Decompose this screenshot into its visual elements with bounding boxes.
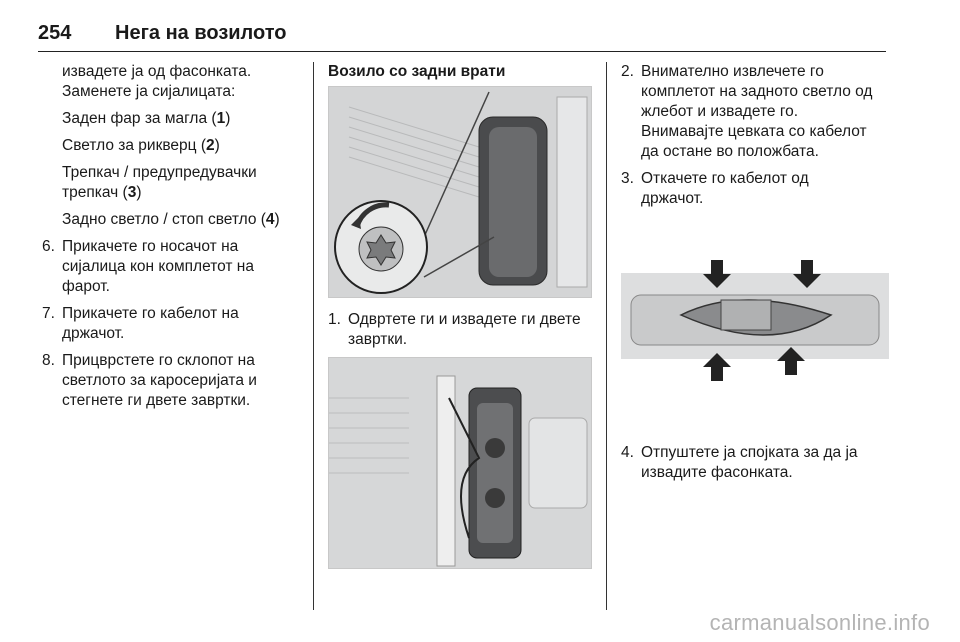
- figure-light-assembly: [328, 357, 592, 569]
- step-8: 8. Прицврстете го склопот на светлото за каросеријата и стегнете ги двете завртки.: [42, 352, 257, 409]
- column-left: [42, 62, 304, 418]
- intro-line: Заменете ја сијалицата:: [62, 83, 236, 100]
- figure-screws: [328, 86, 592, 298]
- page-title: Нега на возилото: [115, 22, 287, 44]
- step-6: 6. Прикачете го носачот на сијалица кон комплетот на фарот.: [42, 238, 254, 295]
- bulb-tail-stop-light: Задно светло / стоп светло (4): [62, 211, 280, 228]
- step-1: 1. Одвртете ги и извадете ги двете завртки.: [328, 311, 581, 348]
- bulb-reverse-light: Светло за рикверц (2): [62, 137, 220, 154]
- intro-line: извадете ја од фасонката.: [62, 63, 252, 80]
- column-middle: [328, 62, 596, 569]
- column-right: [621, 62, 893, 490]
- intro-text: [42, 62, 304, 102]
- bulb-turn-signal: Трепкач / предупредувачки трепкач (3): [62, 164, 257, 201]
- column-divider-right: [606, 62, 607, 610]
- step-7: 7. Прикачете го кабелот на држачот.: [42, 305, 239, 342]
- section-heading: Возило со задни врати: [328, 63, 506, 80]
- step-2: 2. Внимателно извлечете го комплетот на задното светло од жлебот и извадете го. Внимавајте цевката со кабелот да остане во положбата.: [621, 63, 873, 160]
- figure-clips: [621, 255, 889, 385]
- step-3: 3. Откачете го кабелот од држачот.: [621, 170, 809, 207]
- watermark: carmanualsonline.info: [709, 610, 930, 635]
- bulb-fog-light: Заден фар за магла (1): [62, 110, 231, 127]
- page-header: [38, 22, 886, 52]
- step-4: 4. Отпуштете ја спојката за да ја извадите фасонката.: [621, 444, 858, 481]
- column-divider-left: [313, 62, 314, 610]
- page-number: 254: [38, 22, 72, 44]
